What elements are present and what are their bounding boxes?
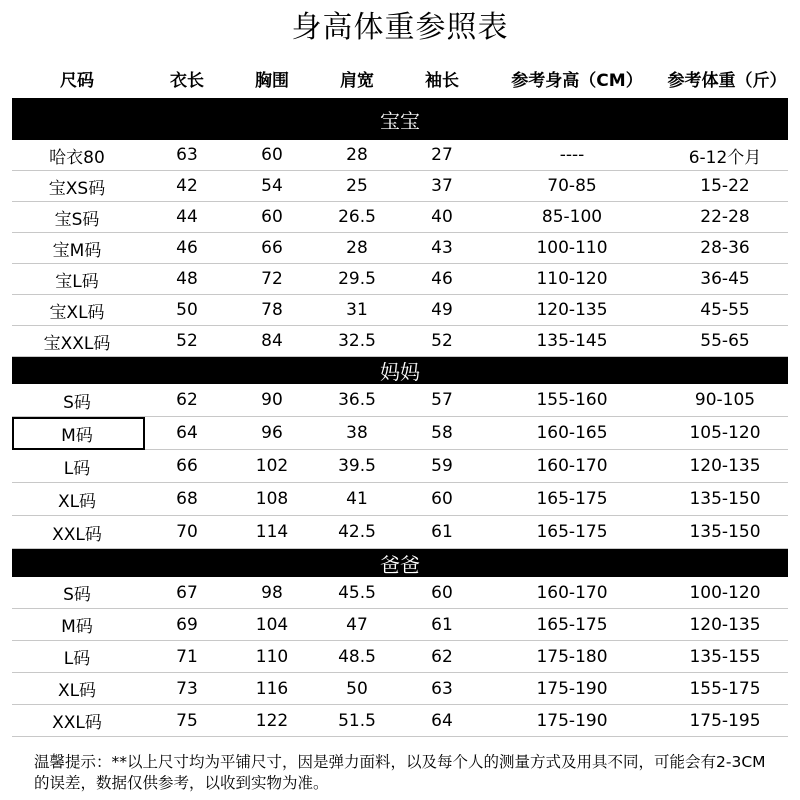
value-cell: 120-135 [689, 614, 761, 635]
table-row [12, 202, 788, 233]
table-row [12, 641, 788, 673]
size-cell: 宝XL码 [49, 302, 105, 323]
value-cell: 57 [431, 390, 453, 410]
value-cell: 47 [346, 614, 368, 635]
value-cell: 60 [431, 582, 453, 603]
value-cell: 90 [261, 390, 283, 410]
size-cell: S码 [63, 392, 91, 413]
section-dad-header: 爸爸 [12, 549, 788, 577]
value-cell: 58 [431, 423, 453, 443]
value-cell: 135-150 [689, 522, 761, 542]
value-cell: 46 [176, 238, 198, 258]
value-cell: 105-120 [689, 423, 761, 443]
table-row [12, 295, 788, 326]
value-cell: 28-36 [700, 238, 750, 258]
value-cell: 25 [346, 176, 368, 196]
header-weight: 参考体重（斤） [667, 70, 787, 91]
table-row [12, 705, 788, 737]
size-cell: XL码 [57, 681, 97, 701]
value-cell: 22-28 [700, 207, 750, 227]
value-cell: 48 [176, 269, 198, 289]
table-row [12, 171, 788, 202]
size-cell: 宝S码 [54, 209, 100, 230]
value-cell: 46 [431, 269, 453, 289]
size-cell: L码 [63, 649, 91, 669]
size-cell: M码 [61, 617, 93, 637]
value-cell: 52 [176, 331, 198, 351]
value-cell: 104 [255, 614, 289, 635]
value-cell: 41 [346, 489, 368, 509]
value-cell: 110-120 [536, 269, 608, 289]
value-cell: 31 [346, 300, 368, 320]
value-cell: 68 [176, 489, 198, 509]
value-cell: 52 [431, 331, 453, 351]
value-cell: 54 [261, 176, 283, 196]
value-cell: 165-175 [536, 614, 608, 635]
value-cell: 70-85 [547, 176, 597, 196]
value-cell: 44 [176, 207, 198, 227]
table-row [12, 483, 788, 516]
size-cell: 哈衣80 [49, 147, 105, 168]
value-cell: 61 [431, 522, 453, 542]
value-cell: 27 [431, 145, 453, 165]
header-length: 衣长 [170, 70, 204, 91]
value-cell: 48.5 [338, 646, 376, 667]
header-shoulder: 肩宽 [340, 70, 374, 91]
size-cell: 宝M码 [52, 240, 102, 261]
table-row [12, 384, 788, 417]
value-cell: 71 [176, 646, 198, 667]
size-cell: S码 [63, 585, 91, 605]
table-header [12, 64, 788, 92]
value-cell: 78 [261, 300, 283, 320]
value-cell: 64 [431, 710, 453, 731]
value-cell: 45-55 [700, 300, 750, 320]
size-cell: XL码 [57, 491, 97, 512]
table-row [12, 673, 788, 705]
value-cell: 60 [261, 145, 283, 165]
table-row [12, 577, 788, 609]
value-cell: 160-165 [536, 423, 608, 443]
value-cell: 135-145 [536, 331, 608, 351]
value-cell: 135-150 [689, 489, 761, 509]
selected-cell-highlight [12, 417, 145, 450]
value-cell: 69 [176, 614, 198, 635]
value-cell: 66 [261, 238, 283, 258]
value-cell: 61 [431, 614, 453, 635]
section-mom-header: 妈妈 [12, 357, 788, 384]
value-cell: 50 [346, 678, 368, 699]
value-cell: 28 [346, 145, 368, 165]
value-cell: 40 [431, 207, 453, 227]
table-row [12, 609, 788, 641]
value-cell: 60 [431, 489, 453, 509]
value-cell: 6-12个月 [688, 147, 762, 168]
value-cell: 62 [176, 390, 198, 410]
size-cell: 宝XS码 [48, 178, 106, 199]
value-cell: 72 [261, 269, 283, 289]
value-cell: 96 [261, 423, 283, 443]
value-cell: 32.5 [338, 331, 376, 351]
value-cell: 102 [255, 456, 289, 476]
value-cell: 64 [176, 423, 198, 443]
value-cell: 55-65 [700, 331, 750, 351]
value-cell: 120-135 [689, 456, 761, 476]
value-cell: 100-120 [689, 582, 761, 603]
value-cell: 155-175 [689, 678, 761, 699]
value-cell: 51.5 [338, 710, 376, 731]
value-cell: 60 [261, 207, 283, 227]
table-row [12, 233, 788, 264]
size-cell: L码 [63, 458, 91, 479]
value-cell: 135-155 [689, 646, 761, 667]
value-cell: 110 [255, 646, 289, 667]
value-cell: 39.5 [338, 456, 376, 476]
value-cell: 122 [255, 710, 289, 731]
value-cell: 155-160 [536, 390, 608, 410]
table-row [12, 140, 788, 171]
value-cell: ---- [559, 145, 585, 165]
value-cell: 175-190 [536, 678, 608, 699]
value-cell: 28 [346, 238, 368, 258]
value-cell: 15-22 [700, 176, 750, 196]
value-cell: 100-110 [536, 238, 608, 258]
value-cell: 85-100 [541, 207, 603, 227]
table-row [12, 450, 788, 483]
value-cell: 26.5 [338, 207, 376, 227]
value-cell: 165-175 [536, 522, 608, 542]
value-cell: 62 [431, 646, 453, 667]
value-cell: 165-175 [536, 489, 608, 509]
value-cell: 84 [261, 331, 283, 351]
value-cell: 175-180 [536, 646, 608, 667]
value-cell: 49 [431, 300, 453, 320]
size-cell: 宝L码 [55, 271, 99, 292]
value-cell: 50 [176, 300, 198, 320]
value-cell: 116 [255, 678, 289, 699]
value-cell: 38 [346, 423, 368, 443]
value-cell: 98 [261, 582, 283, 603]
table-row [12, 264, 788, 295]
size-cell: XXL码 [52, 524, 102, 545]
value-cell: 59 [431, 456, 453, 476]
value-cell: 160-170 [536, 582, 608, 603]
value-cell: 75 [176, 710, 198, 731]
size-cell: 宝XXL码 [43, 333, 111, 354]
table-row [12, 516, 788, 549]
value-cell: 114 [255, 522, 289, 542]
value-cell: 73 [176, 678, 198, 699]
header-height: 参考身高（CM） [511, 70, 643, 91]
value-cell: 108 [255, 489, 289, 509]
value-cell: 43 [431, 238, 453, 258]
value-cell: 36.5 [338, 390, 376, 410]
note-text: 温馨提示：**以上尺寸均为平铺尺寸，因是弹力面料，以及每个人的测量方式及用具不同，可能会有2-3CM的误差，数据仅供参考，以收到实物为准。 [34, 753, 766, 792]
section-baby-header: 宝宝 [12, 98, 788, 140]
value-cell: 37 [431, 176, 453, 196]
value-cell: 67 [176, 582, 198, 603]
header-sleeve: 袖长 [425, 70, 459, 91]
value-cell: 70 [176, 522, 198, 542]
value-cell: 120-135 [536, 300, 608, 320]
value-cell: 63 [431, 678, 453, 699]
value-cell: 42 [176, 176, 198, 196]
page-title: 身高体重参照表 [291, 10, 509, 45]
value-cell: 63 [176, 145, 198, 165]
size-cell: XXL码 [52, 713, 102, 733]
value-cell: 36-45 [700, 269, 750, 289]
value-cell: 45.5 [338, 582, 376, 603]
size-cell: M码 [61, 425, 93, 446]
value-cell: 175-195 [689, 710, 761, 731]
table-row [12, 326, 788, 357]
value-cell: 90-105 [694, 390, 756, 410]
header-size: 尺码 [60, 70, 94, 91]
value-cell: 160-170 [536, 456, 608, 476]
value-cell: 66 [176, 456, 198, 476]
value-cell: 175-190 [536, 710, 608, 731]
value-cell: 29.5 [338, 269, 376, 289]
value-cell: 42.5 [338, 522, 376, 542]
header-chest: 胸围 [255, 70, 289, 91]
